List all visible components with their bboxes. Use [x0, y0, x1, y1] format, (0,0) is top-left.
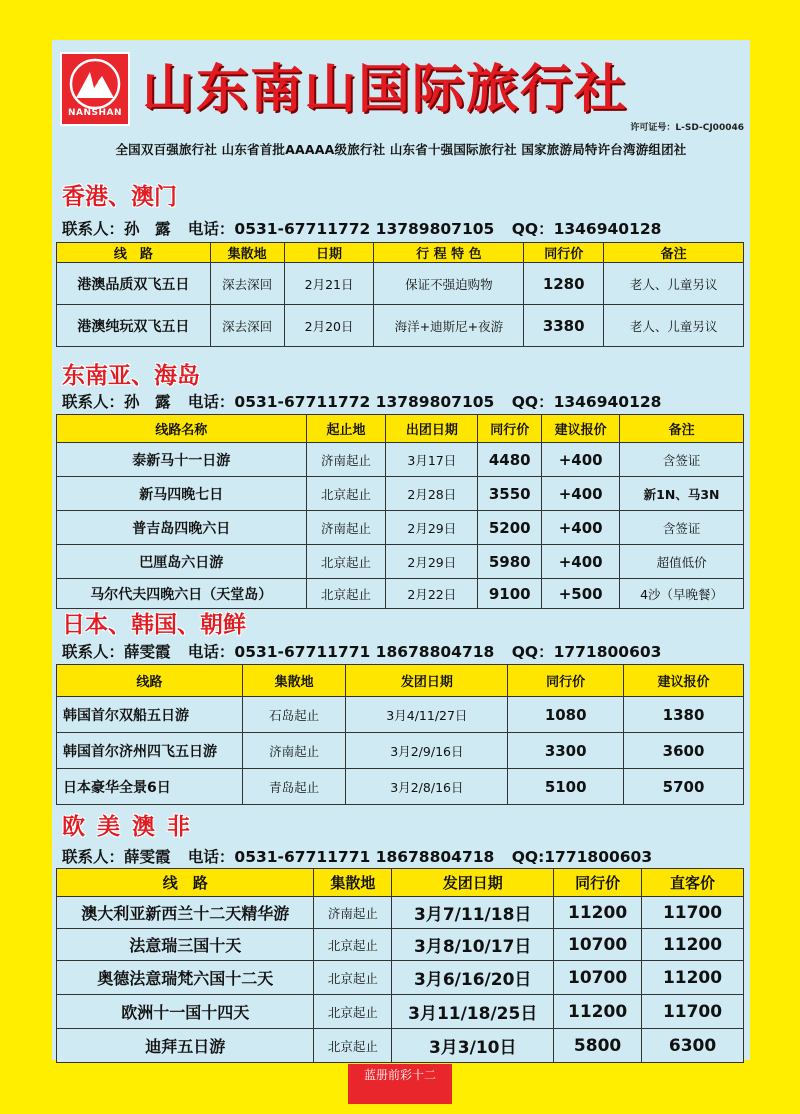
- depart-place: 深去深回: [210, 305, 284, 347]
- date: 3月7/11/18日: [392, 897, 554, 929]
- col-header: 集散地: [314, 869, 392, 897]
- col-header: 同行价: [554, 869, 642, 897]
- remark: 超值低价: [620, 545, 744, 579]
- contact-europe: [62, 845, 664, 867]
- feature: 保证不强迫购物: [374, 263, 524, 305]
- suggested-price: 1380: [624, 697, 744, 733]
- date: 2月20日: [284, 305, 374, 347]
- table-row: [57, 961, 744, 995]
- contact-person: 联系人：薛雯霞: [62, 643, 171, 661]
- price: 4480: [478, 443, 542, 477]
- price: 1280: [524, 263, 604, 305]
- date: 3月2/9/16日: [346, 733, 508, 769]
- page-header: [52, 48, 750, 134]
- remark: 含签证: [620, 443, 744, 477]
- direct-price: 11200: [642, 961, 744, 995]
- suggested-price: 3600: [624, 733, 744, 769]
- date: 2月28日: [386, 477, 478, 511]
- depart-place: 济南起止: [306, 511, 386, 545]
- depart-place: 济南起止: [242, 733, 346, 769]
- col-header: 发团日期: [392, 869, 554, 897]
- route-name: 韩国首尔双船五日游: [57, 697, 243, 733]
- contact-phone: 电话：0531-67711771 18678804718: [187, 848, 495, 866]
- date: 3月8/10/17日: [392, 929, 554, 961]
- col-header: 同行价: [478, 415, 542, 443]
- route-name: 韩国首尔济州四飞五日游: [57, 733, 243, 769]
- col-header: 线 路: [57, 243, 211, 263]
- contact-southeast-asia: [62, 390, 673, 412]
- route-name: 港澳品质双飞五日: [57, 263, 211, 305]
- date: 3月2/8/16日: [346, 769, 508, 805]
- direct-price: 11700: [642, 897, 744, 929]
- route-name: 普吉岛四晚六日: [57, 511, 307, 545]
- date: 3月11/18/25日: [392, 995, 554, 1029]
- date: 3月4/11/27日: [346, 697, 508, 733]
- col-header: 线 路: [57, 869, 314, 897]
- suggested-price: 5700: [624, 769, 744, 805]
- route-name: 迪拜五日游: [57, 1029, 314, 1063]
- table-southeast-asia: [56, 414, 744, 609]
- table-europe: [56, 868, 744, 1063]
- table-row: [57, 477, 744, 511]
- license-number: 许可证号：L-SD-CJ00046: [630, 123, 744, 133]
- contact-person: 联系人：孙 露: [62, 393, 171, 411]
- route-name: 法意瑞三国十天: [57, 929, 314, 961]
- route-name: 新马四晚七日: [57, 477, 307, 511]
- contact-qq: QQ：1771800603: [511, 643, 662, 661]
- price: 1080: [508, 697, 624, 733]
- col-header: 集散地: [210, 243, 284, 263]
- date: 2月22日: [386, 579, 478, 609]
- page-footer-label: 蓝册前彩十二: [348, 1064, 452, 1104]
- contact-phone: 电话：0531-67711772 13789807105: [187, 220, 495, 238]
- table-row: [57, 305, 744, 347]
- section-title-europe: 欧 美 澳 非: [62, 814, 193, 840]
- col-header: 起止地: [306, 415, 386, 443]
- price: 5800: [554, 1029, 642, 1063]
- depart-place: 北京起止: [314, 929, 392, 961]
- table-row: [57, 769, 744, 805]
- contact-qq: QQ:1771800603: [511, 848, 653, 866]
- depart-place: 深去深回: [210, 263, 284, 305]
- route-name: 马尔代夫四晚六日（天堂岛）: [57, 579, 307, 609]
- route-name: 港澳纯玩双飞五日: [57, 305, 211, 347]
- price: 5980: [478, 545, 542, 579]
- table-row: [57, 443, 744, 477]
- route-name: 巴厘岛六日游: [57, 545, 307, 579]
- col-header: 同行价: [508, 665, 624, 697]
- table-row: [57, 897, 744, 929]
- section-title-southeast-asia: 东南亚、海岛: [62, 363, 200, 389]
- route-name: 泰新马十一日游: [57, 443, 307, 477]
- table-row: [57, 263, 744, 305]
- col-header: 备注: [620, 415, 744, 443]
- table-row: [57, 697, 744, 733]
- date: 2月29日: [386, 545, 478, 579]
- depart-place: 北京起止: [306, 477, 386, 511]
- table-row: [57, 995, 744, 1029]
- table-row: [57, 1029, 744, 1063]
- remark: 含签证: [620, 511, 744, 545]
- depart-place: 石岛起止: [242, 697, 346, 733]
- price: 11200: [554, 995, 642, 1029]
- table-row: [57, 733, 744, 769]
- contact-japan-korea: [62, 640, 673, 662]
- date: 3月6/16/20日: [392, 961, 554, 995]
- price: 11200: [554, 897, 642, 929]
- contact-phone: 电话：0531-67711771 18678804718: [187, 643, 495, 661]
- section-title-hk-macau: 香港、澳门: [62, 184, 177, 210]
- price: 3550: [478, 477, 542, 511]
- suggested-price: +400: [542, 443, 620, 477]
- depart-place: 北京起止: [314, 995, 392, 1029]
- suggested-price: +500: [542, 579, 620, 609]
- table-row: [57, 545, 744, 579]
- date: 2月29日: [386, 511, 478, 545]
- col-header: 出团日期: [386, 415, 478, 443]
- remark: 老人、儿童另议: [604, 263, 744, 305]
- date: 3月3/10日: [392, 1029, 554, 1063]
- section-title-japan-korea: 日本、韩国、朝鲜: [62, 612, 246, 638]
- col-header: 发团日期: [346, 665, 508, 697]
- col-header: 建议报价: [624, 665, 744, 697]
- depart-place: 济南起止: [306, 443, 386, 477]
- remark: 新1N、马3N: [620, 477, 744, 511]
- logo-text: NANSHAN: [67, 108, 123, 118]
- col-header: 集散地: [242, 665, 346, 697]
- depart-place: 北京起止: [314, 1029, 392, 1063]
- col-header: 建议报价: [542, 415, 620, 443]
- price: 5100: [508, 769, 624, 805]
- price: 10700: [554, 961, 642, 995]
- depart-place: 北京起止: [314, 961, 392, 995]
- route-name: 日本豪华全景6日: [57, 769, 243, 805]
- contact-person: 联系人：薛雯霞: [62, 848, 171, 866]
- contact-hk-macau: [62, 217, 673, 239]
- col-header: 线路: [57, 665, 243, 697]
- feature: 海洋+迪斯尼+夜游: [374, 305, 524, 347]
- suggested-price: +400: [542, 477, 620, 511]
- price: 5200: [478, 511, 542, 545]
- col-header: 线路名称: [57, 415, 307, 443]
- contact-qq: QQ：1346940128: [511, 220, 662, 238]
- table-hk-macau: [56, 242, 744, 347]
- contact-person: 联系人：孙 露: [62, 220, 171, 238]
- depart-place: 北京起止: [306, 579, 386, 609]
- route-name: 奥德法意瑞梵六国十二天: [57, 961, 314, 995]
- depart-place: 北京起止: [306, 545, 386, 579]
- table-row: [57, 511, 744, 545]
- remark: 4沙（早晚餐）: [620, 579, 744, 609]
- route-name: 澳大利亚新西兰十二天精华游: [57, 897, 314, 929]
- price: 9100: [478, 579, 542, 609]
- col-header: 行 程 特 色: [374, 243, 524, 263]
- depart-place: 青岛起止: [242, 769, 346, 805]
- route-name: 欧洲十一国十四天: [57, 995, 314, 1029]
- date: 3月17日: [386, 443, 478, 477]
- price: 10700: [554, 929, 642, 961]
- suggested-price: +400: [542, 545, 620, 579]
- suggested-price: +400: [542, 511, 620, 545]
- table-japan-korea: [56, 664, 744, 805]
- remark: 老人、儿童另议: [604, 305, 744, 347]
- col-header: 同行价: [524, 243, 604, 263]
- direct-price: 6300: [642, 1029, 744, 1063]
- contact-phone: 电话：0531-67711772 13789807105: [187, 393, 495, 411]
- col-header: 日期: [284, 243, 374, 263]
- direct-price: 11700: [642, 995, 744, 1029]
- contact-qq: QQ：1346940128: [511, 393, 662, 411]
- col-header: 备注: [604, 243, 744, 263]
- company-logo: [60, 52, 130, 126]
- price: 3300: [508, 733, 624, 769]
- company-name: 山东南山国际旅行社: [142, 60, 629, 120]
- col-header: 直客价: [642, 869, 744, 897]
- depart-place: 济南起止: [314, 897, 392, 929]
- table-row: [57, 929, 744, 961]
- price: 3380: [524, 305, 604, 347]
- direct-price: 11200: [642, 929, 744, 961]
- table-row: [57, 579, 744, 609]
- date: 2月21日: [284, 263, 374, 305]
- honors-line: 全国双百强旅行社 山东省首批AAAAA级旅行社 山东省十强国际旅行社 国家旅游局特许台湾游组团社: [115, 142, 687, 157]
